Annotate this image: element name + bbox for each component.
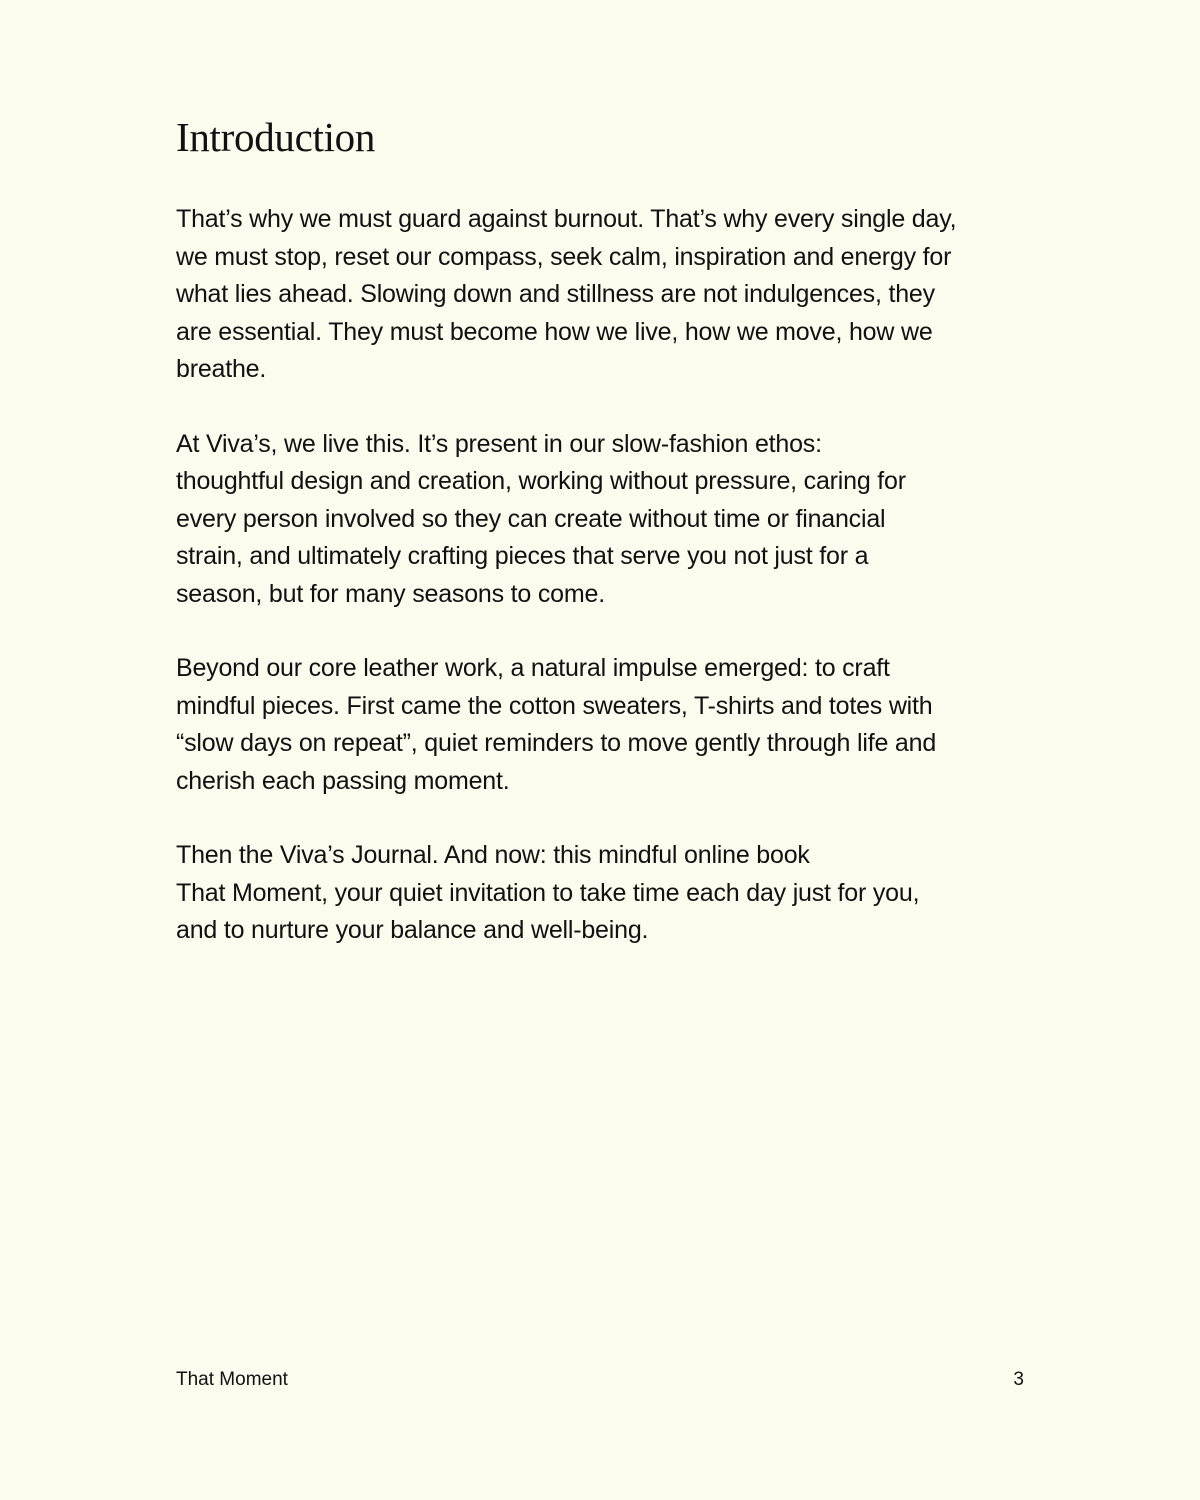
text-line: At Viva’s, we live this. It’s present in our slow-fashion ethos: [176, 429, 822, 458]
text-line: That Moment, your quiet invitation to take time each day just for you, [176, 878, 920, 907]
text-line: Beyond our core leather work, a natural impulse emerged: to craft [176, 654, 890, 682]
text-line: thoughtful design and creation, working without pressure, caring for [176, 467, 906, 495]
text-line: That’s why we must guard against burnout. That’s why every single day, [176, 205, 957, 233]
body-text [176, 201, 1056, 987]
text-line: we must stop, reset our compass, seek calm, inspiration and energy for [176, 242, 952, 271]
text-line: Then the Viva’s Journal. And now: this mindful online book [176, 841, 810, 869]
text-line: what lies ahead. Slowing down and stillness are not indulgences, they [176, 280, 935, 308]
text-line: cherish each passing moment. [176, 766, 510, 795]
text-line: breathe. [176, 355, 267, 383]
text-line: strain, and ultimately crafting pieces that serve you not just for a [176, 542, 869, 570]
text-line: mindful pieces. First came the cotton sweaters, T-shirts and totes with [176, 691, 933, 720]
page-number: 3 [1013, 1369, 1024, 1390]
paragraph-2 [176, 426, 1056, 614]
page-title: Introduction [176, 114, 376, 160]
text-line: season, but for many seasons to come. [176, 579, 605, 608]
text-line: “slow days on repeat”, quiet reminders to move gently through life and [176, 729, 937, 757]
paragraph-1 [176, 201, 1056, 389]
paragraph-4 [176, 837, 1056, 950]
text-line: are essential. They must become how we live, how we move, how we [176, 317, 933, 346]
paragraph-3 [176, 650, 1056, 800]
text-line: and to nurture your balance and well-being. [176, 916, 649, 944]
text-line: every person involved so they can create without time or financial [176, 504, 886, 533]
footer-book-title: That Moment [176, 1369, 288, 1390]
